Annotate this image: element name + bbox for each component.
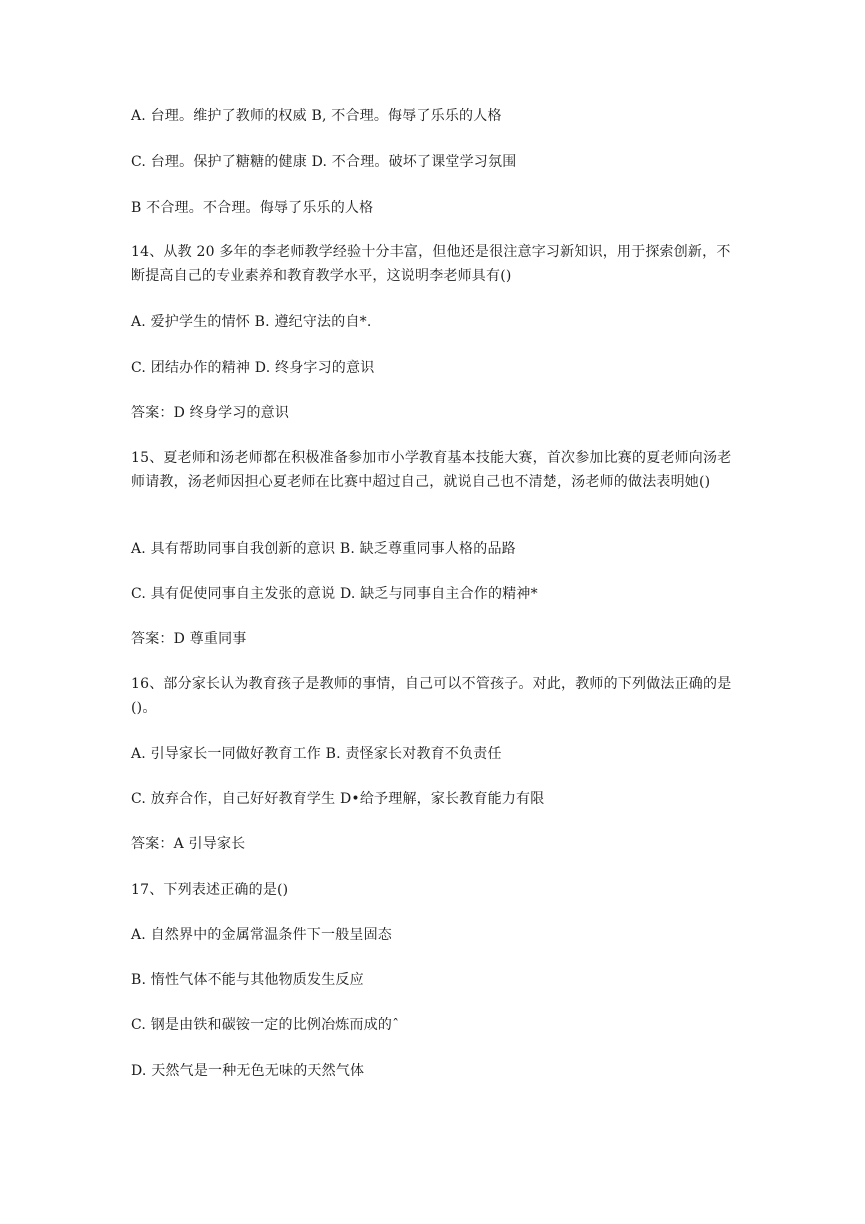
question-14: 14、从教 20 多年的李老师教学经验十分丰富，但他还是很注意字习新知识，用于探索创新，不断提高自己的专业素养和教育教学水平，这说明李老师具有() (131, 244, 731, 284)
question-16: 16、部分家长认为教育孩子是教师的事情，自己可以不管孩子。对此，教师的下列做法正确的是()。 (131, 676, 732, 716)
option-line-13-ab: A. 台理。维护了教师的权威 B, 不合理。侮辱了乐乐的人格 (131, 108, 502, 124)
option-line-16-cd: C. 放弃合作，自己好好教育学生 D•给予理解，家长教育能力有限 (131, 791, 545, 807)
option-line-14-cd: C. 团结办作的精神 D. 终身字习的意识 (131, 360, 375, 376)
option-line-16-ab: A. 引导家长一同做好教育工作 B. 责怪家长对教育不负责任 (131, 746, 502, 762)
option-17-c: C. 钢是由铁和碳铵一定的比例冶炼而成的ˆ (131, 1017, 400, 1033)
answer-line-16: 答案：A 引导家长 (131, 836, 246, 852)
answer-line-15: 答案：D 尊重同事 (131, 631, 247, 647)
option-line-15-ab: A. 具有帮助同事自我创新的意识 B. 缺乏尊重同事人格的品路 (131, 541, 516, 557)
option-17-b: B. 惰性气体不能与其他物质发生反应 (131, 972, 364, 988)
answer-line-13: B 不合理。不合理。侮辱了乐乐的人格 (131, 200, 374, 216)
answer-line-14: 答案：D 终身学习的意识 (131, 405, 290, 421)
question-15: 15、夏老师和汤老师都在积极准备参加市小学教育基本技能大赛，首次参加比赛的夏老师向汤老师请教，汤老师因担心夏老师在比赛中超过自己，就说自己也不清楚，汤老师的做法表明她() (131, 450, 732, 490)
option-line-15-cd: C. 具有促使同事自主发张的意说 D. 缺乏与同事自主合作的精神* (131, 586, 538, 602)
option-17-a: A. 自然界中的金属常温条件下一般呈固态 (131, 927, 393, 943)
question-17: 17、下列表述正确的是() (131, 882, 289, 898)
option-line-13-cd: C. 台理。保护了糖糖的健康 D. 不合理。破坏了课堂学习氛围 (131, 154, 517, 170)
option-17-d: D. 天然气是一种无色无味的天然气体 (131, 1063, 365, 1079)
option-line-14-ab: A. 爱护学生的情怀 B. 遵纪守法的自*. (131, 314, 372, 330)
